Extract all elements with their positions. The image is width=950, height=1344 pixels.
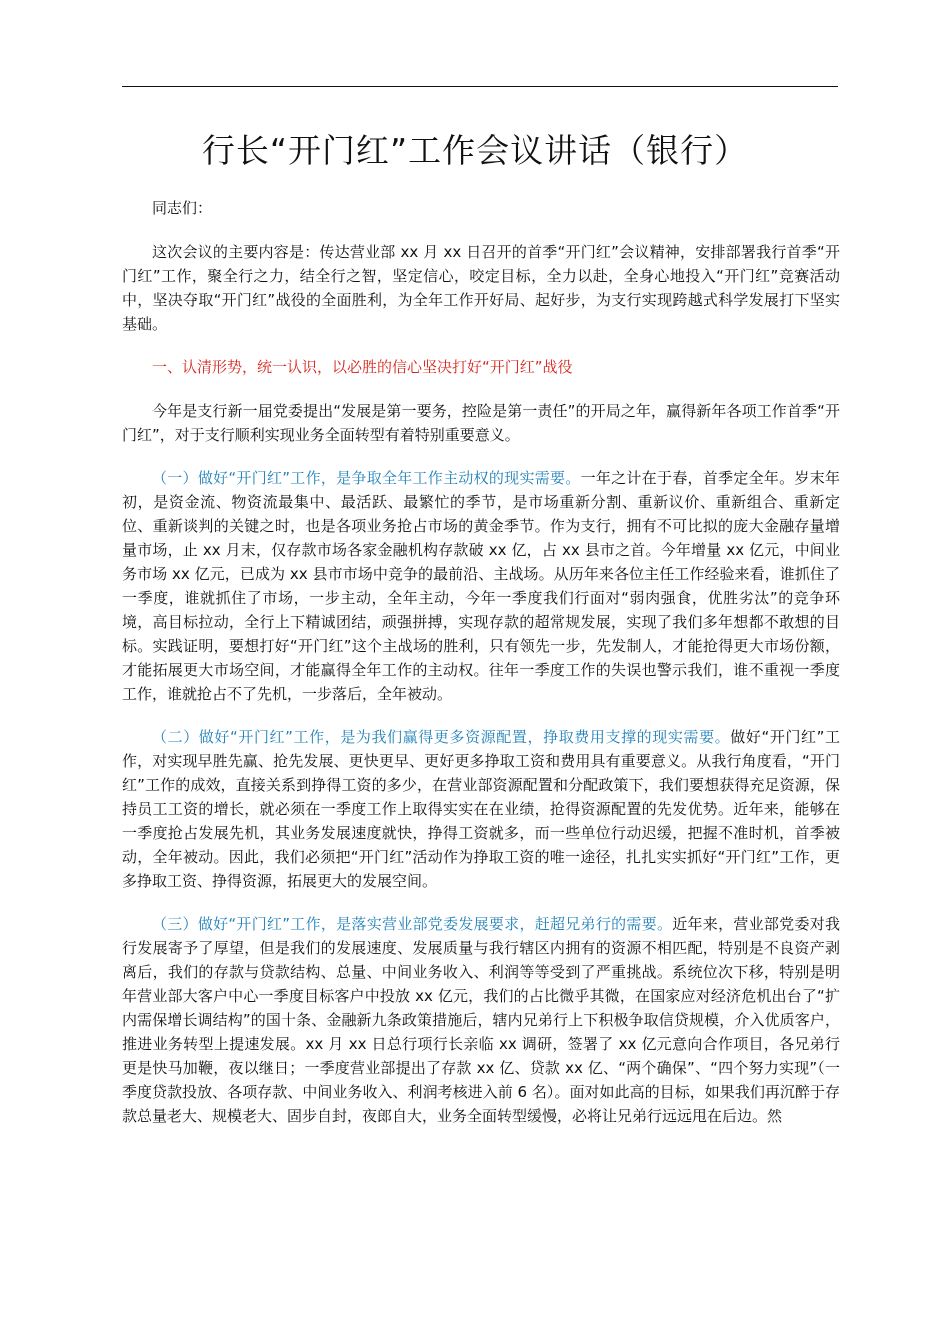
point-3-paragraph bbox=[122, 912, 840, 1128]
header-rule bbox=[122, 86, 838, 87]
document-title: 行长“开门红”工作会议讲话（银行） bbox=[201, 131, 749, 170]
point-3-title: （三）做好“开门红”工作，是落实营业部党委发展要求，赶超兄弟行的需要。 bbox=[152, 915, 673, 933]
intro-paragraph: 这次会议的主要内容是：传达营业部 xx 月 xx 日召开的首季“开门红”会议精神，安排部署我行首季“开门红”工作，聚全行之力，结全行之智，坚定信心，咬定目标，全力以赴，全身心地投入“开门红”竞赛活动中，坚决夺取“开门红”战役的全面胜利，为全年工作开好局、起好步，为支行实现跨越式科学发展打下坚实基础。 bbox=[122, 243, 840, 333]
section-1-intro-paragraph: 今年是支行新一届党委提出“发展是第一要务，控险是第一责任”的开局之年，赢得新年各项工作首季“开门红”，对于支行顺利实现业务全面转型有着特别重要意义。 bbox=[122, 402, 840, 444]
document-body bbox=[122, 196, 840, 1147]
section-heading-1: 一、认清形势，统一认识，以必胜的信心坚决打好“开门红”战役 bbox=[152, 358, 573, 376]
point-3-body: 近年来，营业部党委对我行发展寄予了厚望，但是我们的发展速度、发展质量与我行辖区内拥有的资源不相匹配，特别是不良资产剥离后，我们的存款与贷款结构、总量、中间业务收入、利润等等受到了严重挑战。系统位次下移，特别是明年营业部大客户中心一季度目标客户中投放 xx 亿元，我们的占比微乎其微，在国家应对经济危机出台了“扩内需保增长调结构”的国十条、金融新九条政策措施后，辖内兄弟行上下积极争取信贷规模，介入优质客户，推进业务转型上提速发展。xx 月 xx 日总行项行长亲临 xx 调研，签署了 xx 亿元意向合作项目，各兄弟行更是快马加鞭，夜以继日；一季度营业部提出了存款 xx 亿、贷款 xx 亿、“两个确保”、“四个努力实现”（一季度贷款投放、各项存款、中间业务收入、利润考核进入前 6 名）。面对如此高的目标，如果我们再沉醉于存款总量老大、规模老大、固步自封，夜郎自大，业务全面转型缓慢，必将让兄弟行远远甩在后边。然 bbox=[122, 915, 840, 1125]
point-1-paragraph bbox=[122, 466, 840, 706]
point-2-title: （二）做好“开门红”工作，是为我们赢得更多资源配置，挣取费用支撑的现实需要。 bbox=[152, 728, 731, 746]
point-2-paragraph bbox=[122, 725, 840, 893]
point-1-title: （一）做好“开门红”工作，是争取全年工作主动权的现实需要。 bbox=[152, 469, 581, 487]
salutation: 同志们： bbox=[152, 199, 213, 217]
point-2-body: 做好“开门红”工作，对实现早胜先赢、抢先发展、更快更早、更好更多挣取工资和费用具有重要意义。从我行角度看，“开门红”工作的成效，直接关系到挣得工资的多少，在营业部资源配置和分配政策下，我们要想获得充足资源，保持员工工资的增长，就必须在一季度工作上取得实实在在业绩，抢得资源配置的先发优势。近年来，能够在一季度抢占发展先机，其业务发展速度就快，挣得工资就多，而一些单位行动迟缓，把握不准时机，首季被动，全年被动。因此，我们必须把“开门红”活动作为挣取工资的唯一途径，扎扎实实抓好“开门红”工作，更多挣取工资、挣得资源，拓展更大的发展空间。 bbox=[122, 728, 841, 890]
point-1-body: 一年之计在于春，首季定全年。岁末年初，是资金流、物资流最集中、最活跃、最繁忙的季节，是市场重新分割、重新议价、重新组合、重新定位、重新谈判的关键之时，也是各项业务抢占市场的黄金季节。作为支行，拥有不可比拟的庞大金融存量增量市场，止 xx 月末，仅存款市场各家金融机构存款破 xx 亿，占 xx 县市之首。今年增量 xx 亿元，中间业务市场 xx 亿元，已成为 xx 县市市场中竞争的最前沿、主战场。从历年来各位主任工作经验来看，谁抓住了一季度，谁就抓住了市场，一步主动，全年主动，今年一季度我们行面对“弱肉强食，优胜劣汰”的竞争环境，高目标拉动，全行上下精诚团结，顽强拼搏，实现存款的超常规发展，实现了我们多年想都不敢想的目标。实践证明，要想打好“开门红”这个主战场的胜利，只有领先一步，先发制人，才能抢得更大市场份额，才能拓展更大市场空间，才能赢得全年工作的主动权。往年一季度工作的失误也警示我们，谁不重视一季度工作，谁就抢占不了先机，一步落后，全年被动。 bbox=[122, 469, 840, 703]
